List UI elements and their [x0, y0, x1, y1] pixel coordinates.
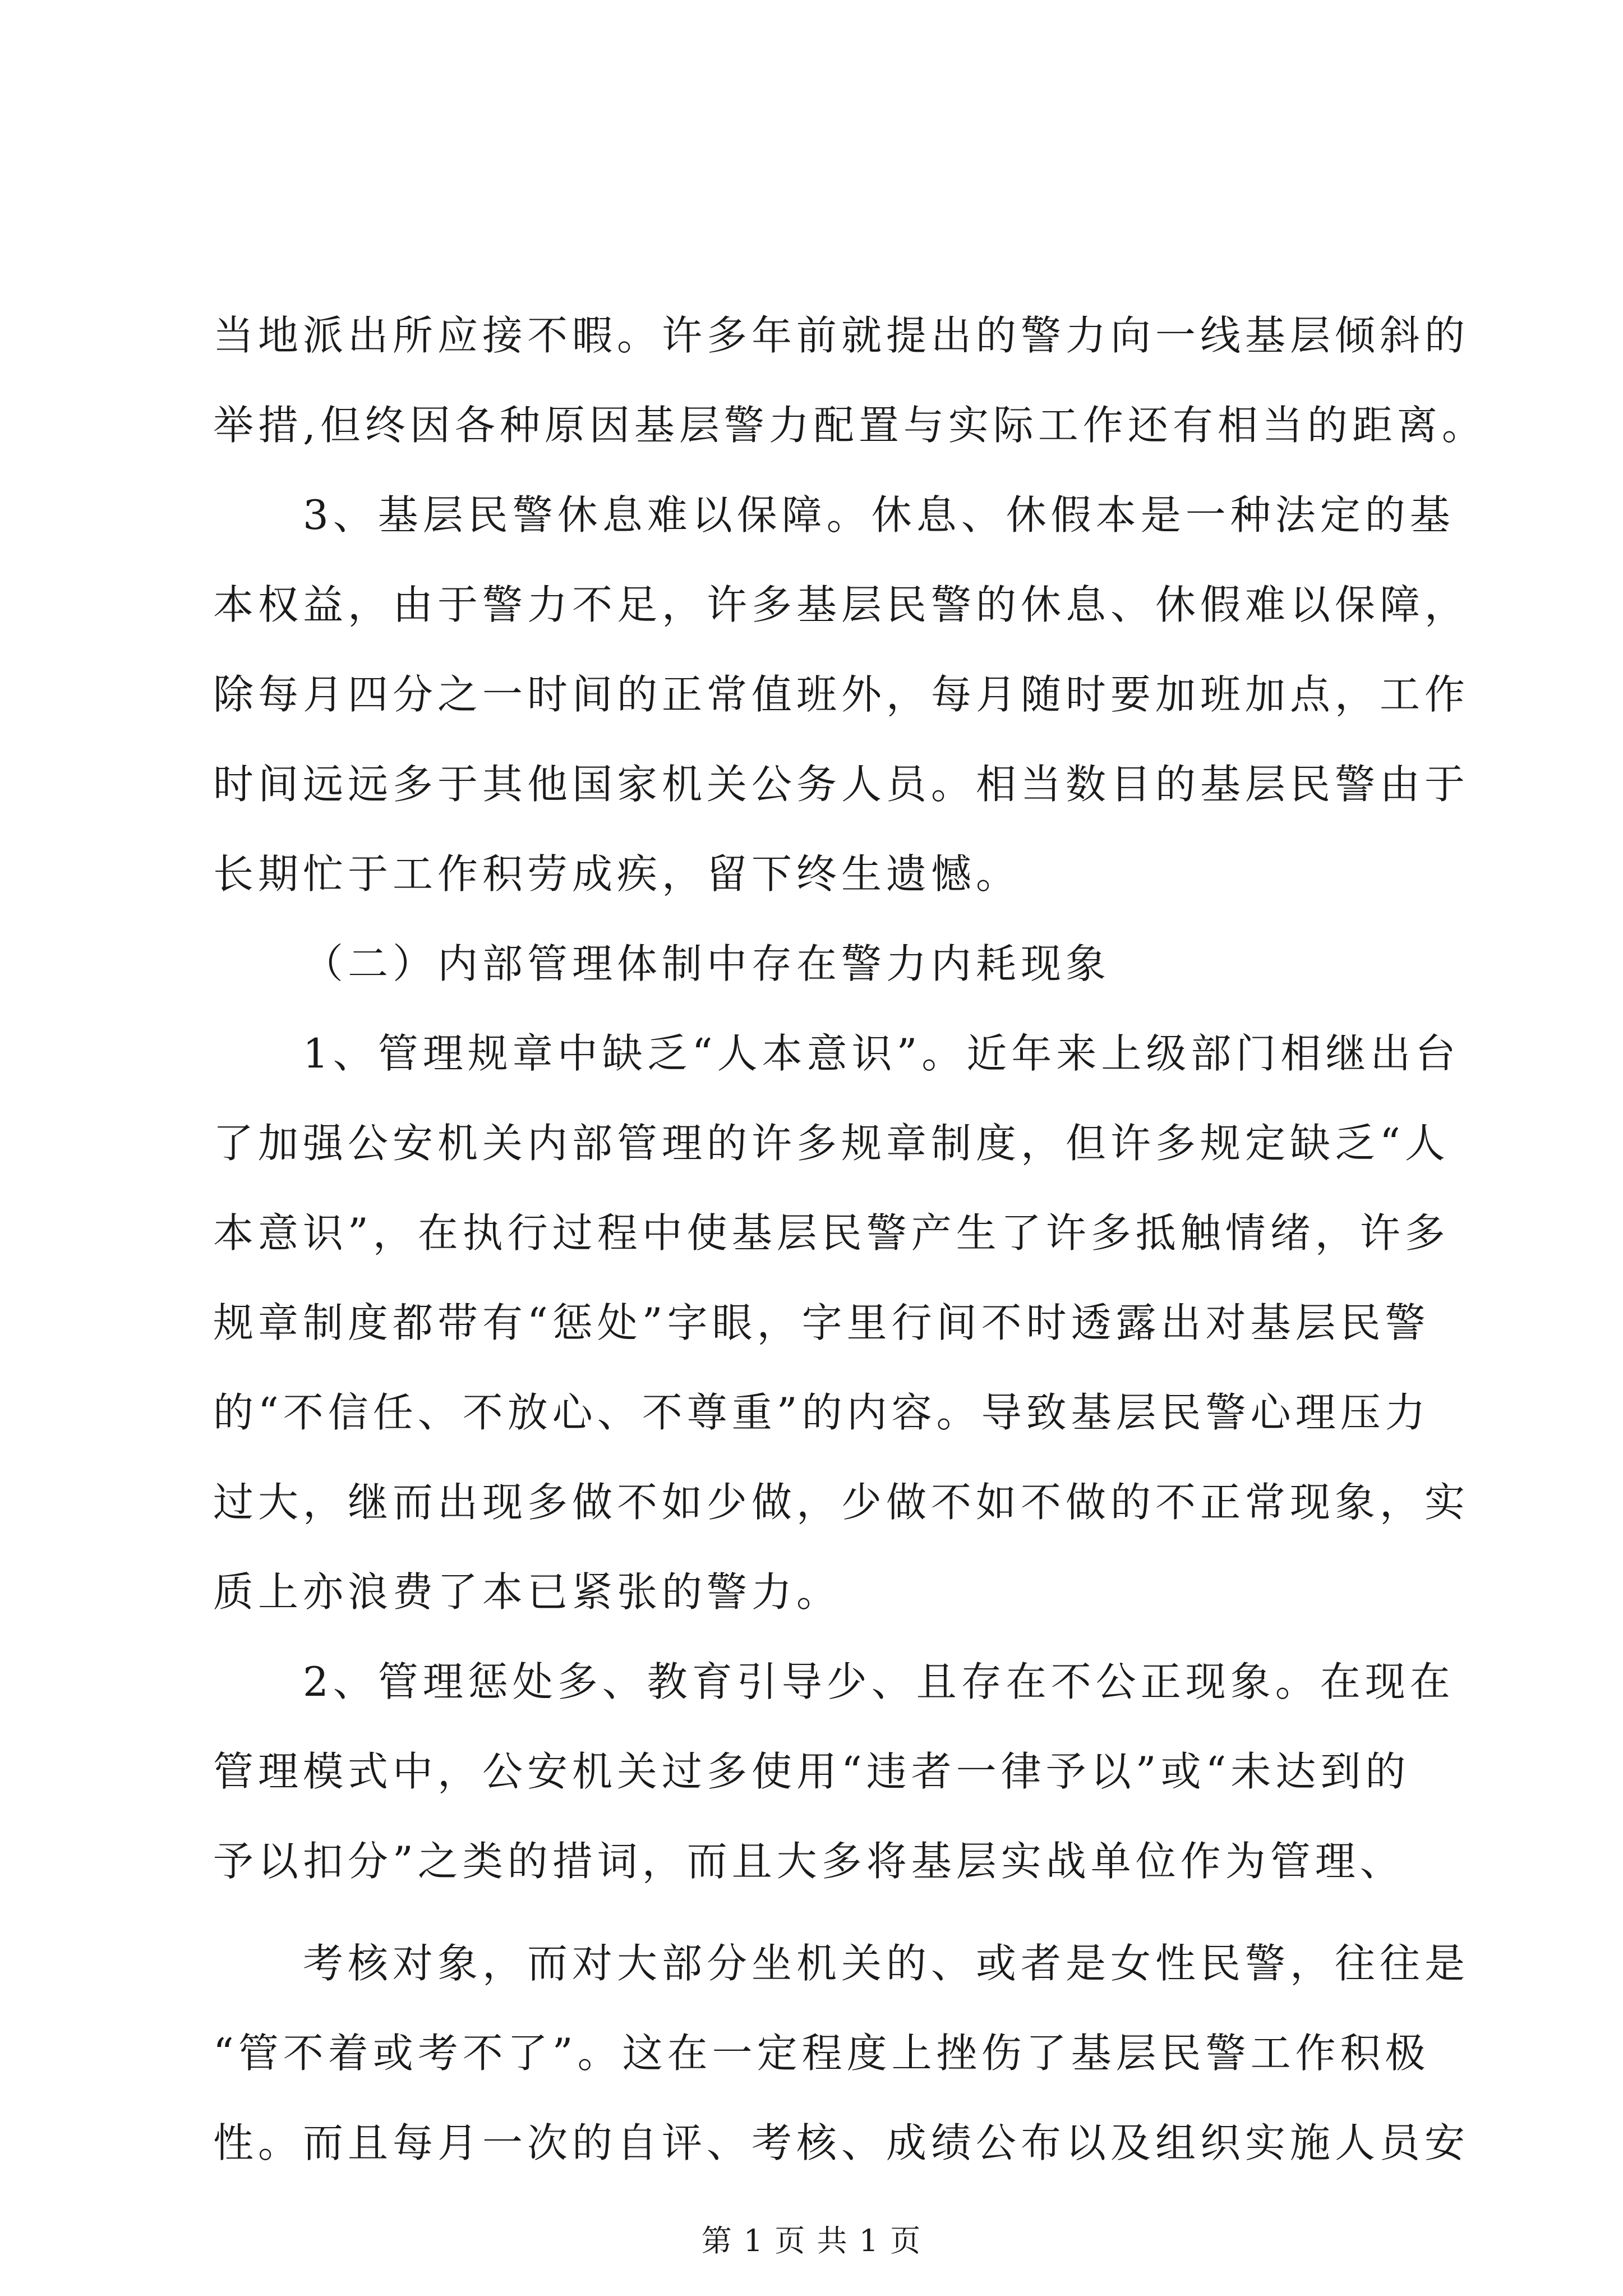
text-line: 举措,但终因各种原因基层警力配置与实际工作还有相当的距离。: [213, 402, 1487, 449]
text-line: 管理模式中，公安机关过多使用“违者一律予以”或“未达到的: [213, 1748, 1410, 1795]
text-line: 过大，继而出现多做不如少做，少做不如不做的不正常现象，实: [213, 1479, 1470, 1526]
text-line: 当地派出所应接不暇。许多年前就提出的警力向一线基层倾斜的: [213, 312, 1470, 359]
page-footer: 第 1 页 共 1 页: [701, 2223, 922, 2258]
text-line: 1、管理规章中缺乏“人本意识”。近年来上级部门相继出台: [303, 1030, 1460, 1077]
text-line: “管不着或考不了”。这在一定程度上挫伤了基层民警工作积极: [213, 2030, 1430, 2077]
text-line: 考核对象，而对大部分坐机关的、或者是女性民警，往往是: [303, 1940, 1470, 1987]
text-line: 了加强公安机关内部管理的许多规章制度，但许多规定缺乏“人: [213, 1120, 1450, 1167]
text-line: 本权益，由于警力不足，许多基层民警的休息、休假难以保障，: [213, 581, 1470, 628]
text-line: 时间远远多于其他国家机关公务人员。相当数目的基层民警由于: [213, 761, 1470, 808]
text-line: 规章制度都带有“惩处”字眼，字里行间不时透露出对基层民警: [213, 1299, 1430, 1346]
text-line: 3、基层民警休息难以保障。休息、休假本是一种法定的基: [303, 491, 1455, 539]
text-line: 本意识”，在执行过程中使基层民警产生了许多抵触情绪，许多: [213, 1209, 1450, 1257]
text-line: 予以扣分”之类的措词，而且大多将基层实战单位作为管理、: [213, 1838, 1405, 1885]
text-line: 2、管理惩处多、教育引导少、且存在不公正现象。在现在: [303, 1658, 1455, 1705]
text-line: 长期忙于工作积劳成疾，留下终生遗憾。: [213, 850, 1021, 898]
text-line: 的“不信任、不放心、不尊重”的内容。导致基层民警心理压力: [213, 1389, 1430, 1436]
text-line: 质上亦浪费了本已紧张的警力。: [213, 1568, 842, 1616]
text-line: 除每月四分之一时间的正常值班外，每月随时要加班加点，工作: [213, 671, 1470, 718]
text-line: 性。而且每月一次的自评、考核、成绩公布以及组织实施人员安: [213, 2119, 1470, 2166]
section-heading: （二）内部管理体制中存在警力内耗现象: [303, 940, 1111, 987]
